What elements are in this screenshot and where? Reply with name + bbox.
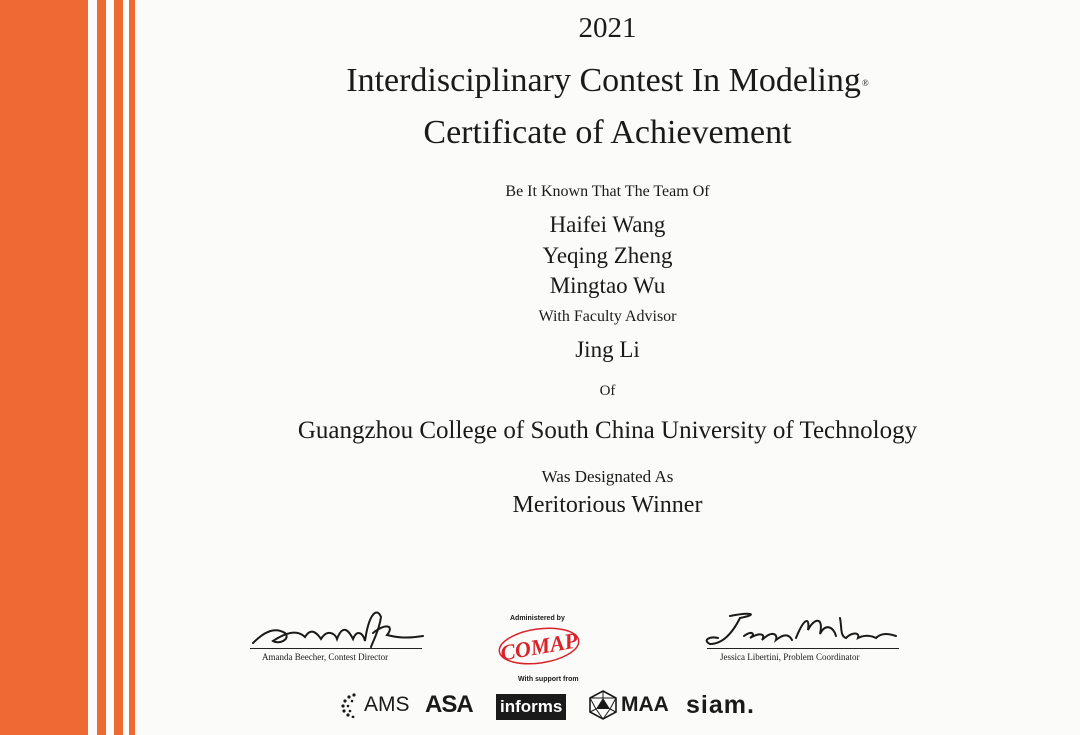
signature-line [707,648,899,649]
administered-by-label: Administered by [510,615,565,622]
maa-logo [588,688,669,722]
of-label: Of [599,383,616,399]
certificate-year: 2021 [578,12,637,44]
contest-title [135,62,1080,100]
problem-coordinator-caption: Jessica Libertini, Problem Coordinator [720,652,860,662]
institution-name: Guangzhou College of South China University of Technology [297,417,918,444]
maa-logo-text: MAA [621,693,669,716]
contest-director-caption: Amanda Beecher, Contest Director [262,652,389,662]
ams-logo-text: AMS [364,693,410,716]
comap-logo [497,624,581,666]
orange-border-stripe [114,0,123,735]
maa-icosahedron-icon [588,690,618,720]
ams-logo [340,688,410,722]
advisor-label: With Faculty Advisor [538,308,677,325]
designated-label: Was Designated As [541,467,674,486]
asa-logo: ASA [425,691,473,718]
signature-line [250,648,422,649]
intro-text: Be It Known That The Team Of [505,183,710,200]
orange-border-stripe [129,0,135,735]
contest-director-signature [245,603,425,653]
team-member-name: Haifei Wang [549,212,666,237]
orange-border-stripe [97,0,106,735]
informs-logo: informs [496,694,566,720]
siam-logo: siam. [686,690,755,719]
registered-mark: ® [861,78,869,88]
problem-coordinator-signature [700,610,900,652]
advisor-name: Jing Li [575,337,640,362]
team-member-name: Mingtao Wu [549,273,666,298]
ams-mark-icon [340,692,362,718]
contest-name: Interdisciplinary Contest In Modeling [346,62,861,99]
team-member-name: Yeqing Zheng [542,243,673,268]
orange-border-band [0,0,88,735]
with-support-label: With support from [518,676,579,683]
comap-logo-text: COMAP [498,627,580,666]
certificate-title: Certificate of Achievement [423,114,792,151]
award-title: Meritorious Winner [512,492,703,518]
